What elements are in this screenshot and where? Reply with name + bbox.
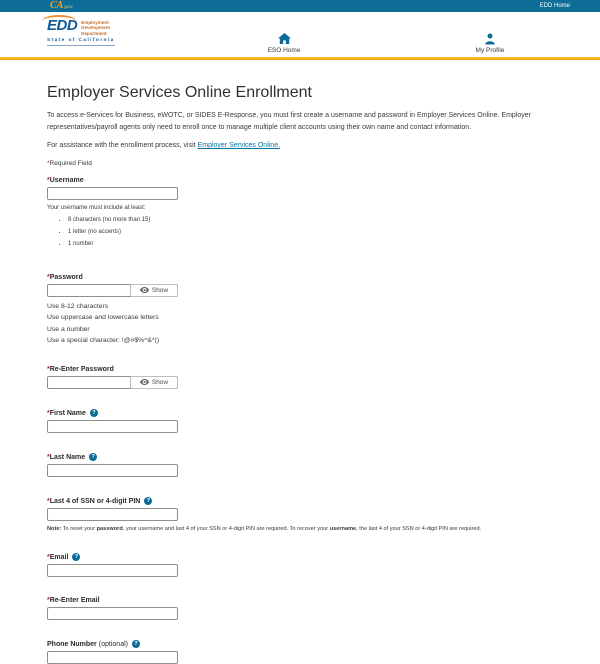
edd-logo-word: Development [81, 25, 111, 31]
password-show-label: Show [151, 287, 169, 294]
edd-logo[interactable] [47, 19, 115, 46]
email-help-icon[interactable]: ? [72, 553, 80, 561]
required-marker: * [47, 409, 50, 417]
edd-logo-words [81, 19, 110, 36]
ssn-pin-label: * Last 4 of SSN or 4-digit PIN ? [47, 497, 556, 505]
ca-gov-logo-ca: CA [50, 0, 64, 11]
person-icon [454, 32, 526, 44]
edd-logo-word: Department [81, 30, 107, 36]
phone-input[interactable] [47, 651, 178, 664]
email-field-group [47, 553, 556, 577]
reenter-email-label: * Re-Enter Email [47, 597, 100, 605]
edd-logo-tagline: State of California [47, 38, 115, 46]
phone-help-icon[interactable]: ? [132, 640, 140, 648]
username-label: * Username [47, 177, 84, 184]
password-rule: Use 8-12 characters [47, 303, 109, 310]
assistance-text: For assistance with the enrollment process, visit [47, 142, 198, 149]
required-marker: * [47, 177, 50, 184]
phone-label: Phone Number (optional) ? [47, 640, 556, 648]
password-field-group [47, 274, 556, 346]
edd-logo-word: Employment [81, 20, 109, 25]
required-marker: * [47, 366, 50, 374]
assistance-line [47, 142, 556, 149]
last-name-help-icon[interactable]: ? [89, 453, 97, 461]
ca-gov-logo[interactable] [50, 1, 73, 11]
required-marker: * [47, 274, 50, 281]
username-requirement: • 1 letter (no accents) [68, 226, 556, 238]
first-name-field-group [47, 409, 556, 433]
ssn-pin-input[interactable] [47, 508, 178, 521]
nav-eso-home-label: ESO Home [267, 47, 301, 54]
reenter-password-show-label: Show [151, 379, 169, 387]
username-requirement: • 1 number [68, 238, 556, 250]
edd-logo-acronym: EDD [47, 19, 77, 33]
reenter-password-field-group [47, 366, 556, 389]
reenter-email-field-group [47, 597, 556, 620]
password-label: * Password [47, 274, 83, 281]
username-field-group [47, 177, 556, 250]
edd-home-link[interactable]: EDD Home [539, 3, 570, 9]
last-name-field-group [47, 453, 556, 477]
password-rule: Use a special character: !@#$%^&*() [47, 336, 160, 344]
nav-my-profile-label: My Profile [475, 47, 505, 54]
password-show-button[interactable] [130, 284, 178, 297]
note-segment: , your username and last 4 of your SSN or 4-digit PIN are required. To recover your [122, 526, 330, 533]
password-rules [47, 301, 556, 346]
eye-icon [140, 379, 149, 387]
utility-bar [0, 0, 600, 12]
site-header [0, 12, 600, 57]
required-marker: * [47, 553, 50, 561]
reenter-email-input[interactable] [47, 607, 178, 620]
username-input[interactable] [47, 187, 178, 200]
note-segment: To reset your [61, 526, 97, 533]
nav-my-profile[interactable] [454, 32, 526, 54]
home-icon [248, 32, 320, 44]
ca-gov-logo-gov: gov [64, 4, 74, 9]
username-requirements [47, 214, 556, 250]
note-segment: password [96, 526, 123, 533]
username-hint-title: Your username must include at least: [47, 205, 146, 211]
required-marker: * [47, 453, 50, 461]
required-marker: * [47, 160, 50, 167]
password-rule: Use a number [47, 325, 90, 333]
ssn-pin-note [47, 525, 556, 533]
required-marker: * [47, 497, 50, 505]
reenter-password-label: * Re-Enter Password [47, 366, 114, 374]
required-marker: * [47, 597, 50, 605]
ssn-pin-field-group [47, 497, 556, 533]
username-requirement: • 8 characters (no more than 15) [68, 214, 556, 226]
page-title: Employer Services Online Enrollment [47, 84, 312, 101]
main-content [0, 60, 600, 664]
edd-logo-swoosh [42, 15, 76, 27]
first-name-help-icon[interactable]: ? [90, 409, 98, 417]
phone-field-group [47, 640, 556, 664]
last-name-label: * Last Name ? [47, 453, 556, 461]
email-input[interactable] [47, 564, 178, 577]
note-segment: username [329, 526, 357, 533]
last-name-input[interactable] [47, 464, 178, 477]
first-name-label: * First Name ? [47, 409, 556, 417]
first-name-input[interactable] [47, 420, 178, 433]
password-rule: Use uppercase and lowercase letters [47, 314, 159, 322]
employer-services-online-link[interactable]: Employer Services Online. [197, 142, 281, 149]
required-field-note: *Required Field [47, 160, 92, 167]
note-segment: Note: [47, 526, 62, 533]
intro-paragraph: To access e-Services for Business, eWOTC, or SIDES E-Response, you must first create a username and password in Employer Services Online. Employer representatives/payroll agents only need to enroll once to manage multiple client accounts using their own name and contact information. [47, 112, 531, 131]
eye-icon [140, 287, 149, 295]
note-segment: , the last 4 of your SSN or 4-digit PIN are required. [356, 526, 482, 533]
nav-eso-home[interactable] [248, 32, 320, 54]
ssn-pin-help-icon[interactable]: ? [144, 497, 152, 505]
reenter-password-show-button[interactable] [130, 376, 178, 389]
email-label: * Email ? [47, 553, 556, 561]
